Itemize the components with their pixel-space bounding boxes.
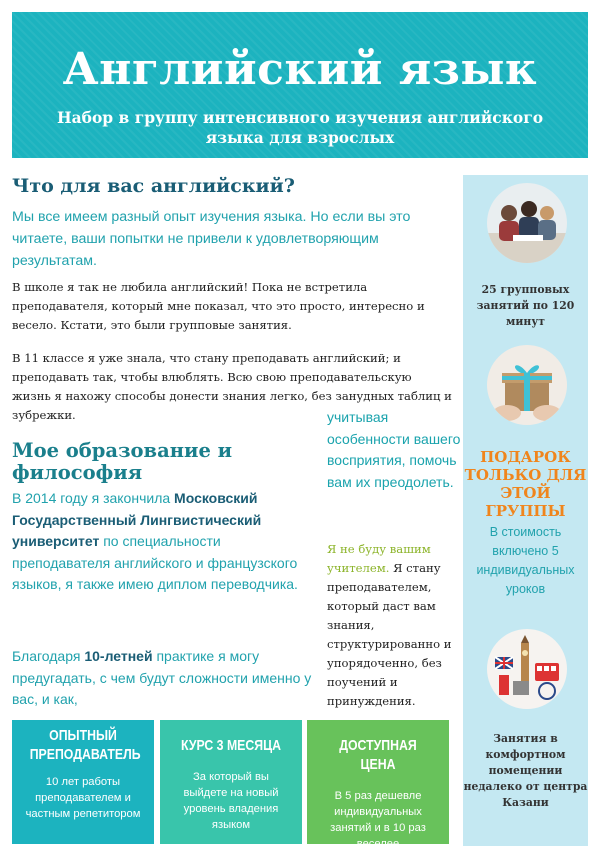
- students-photo: [487, 183, 567, 263]
- sidebar-caption-location: Занятия в комфортном помещении недалеко от центра Казани: [463, 732, 588, 809]
- feature-text: В 5 раз дешевле индивидуальных занятий и в 10 раз веселее: [330, 790, 426, 850]
- feature-text: 10 лет работы преподавателем и частным репетитором: [25, 776, 141, 820]
- section-lead-text: Мы все имеем разный опыт изучения языка. Но если вы это читаете, ваши попытки не привели к удовлетворяющим результатам.: [12, 209, 411, 269]
- experience-text-part: Благодаря: [12, 648, 85, 664]
- header-banner: [12, 12, 588, 158]
- quote-highlight: Я не буду вашим учителем.: [327, 542, 431, 575]
- page-subtitle: Набор в группу интенсивного изучения английского языка для взрослых: [56, 108, 544, 147]
- feature-title: ОПЫТНЫЙ ПРЕПОДАВАТЕЛЬ: [29, 727, 141, 763]
- feature-box-price: [307, 720, 449, 850]
- gift-text: В стоимость включено 5 индивидуальных уроков: [476, 525, 575, 596]
- experience-text-part: практике я могу предугадать, с чем будут сложности именно у вас, и как,: [12, 648, 312, 707]
- education-text-part: В 2014 году я закончила: [12, 490, 175, 506]
- sidebar: [463, 175, 588, 846]
- paragraph-teaching: В 11 классе я уже знала, что стану преподавать английский; и преподавать так, чтобы влюблять. Всю свою преподавательскую жизнь я нахожу способы донести знания легко, без занудных таблиц и зубрежки.: [12, 351, 452, 422]
- experience-years: 10-летней: [84, 648, 153, 664]
- gift-title: ПОДАРОК ТОЛЬКО ДЛЯ ЭТОЙ ГРУППЫ: [464, 448, 587, 520]
- experience-text: [12, 646, 312, 711]
- section-title-english: Что для вас английский?: [12, 175, 295, 197]
- feature-title: КУРС 3 МЕСЯЦА: [181, 737, 281, 754]
- feature-title: ДОСТУПНАЯ ЦЕНА: [339, 737, 417, 773]
- feature-box-teacher: [12, 720, 154, 844]
- university-name: Московский Государственный Лингвистический университет: [12, 490, 262, 549]
- gift-photo: [487, 345, 567, 425]
- feature-text: За который вы выйдете на новый уровень владения языком: [183, 771, 279, 831]
- philosophy-continuation: учитывая особенности вашего восприятия, помочь вам их преодолеть.: [327, 409, 461, 490]
- philosophy-quote: [327, 540, 462, 711]
- page-title: Английский язык: [62, 44, 538, 95]
- feature-box-course: [160, 720, 302, 844]
- quote-text: Я стану преподавателем, который даст вам знания, структурированно и упорядоченно, без поучений и принуждения.: [327, 561, 452, 708]
- education-text-part: по специальности преподавателя английского и французского языков, я также имею диплом переводчика.: [12, 533, 298, 592]
- section-title-education: Мое образование и философия: [12, 439, 233, 484]
- education-text: [12, 488, 312, 596]
- paragraph-school: В школе я так не любила английский! Пока не встретила преподавателя, который мне показал, что это просто, интересно и весело. Кстати, это были групповые занятия.: [12, 280, 425, 332]
- sidebar-caption-lessons: 25 групповых занятий по 120 минут: [476, 283, 575, 328]
- london-illustration: [487, 629, 567, 709]
